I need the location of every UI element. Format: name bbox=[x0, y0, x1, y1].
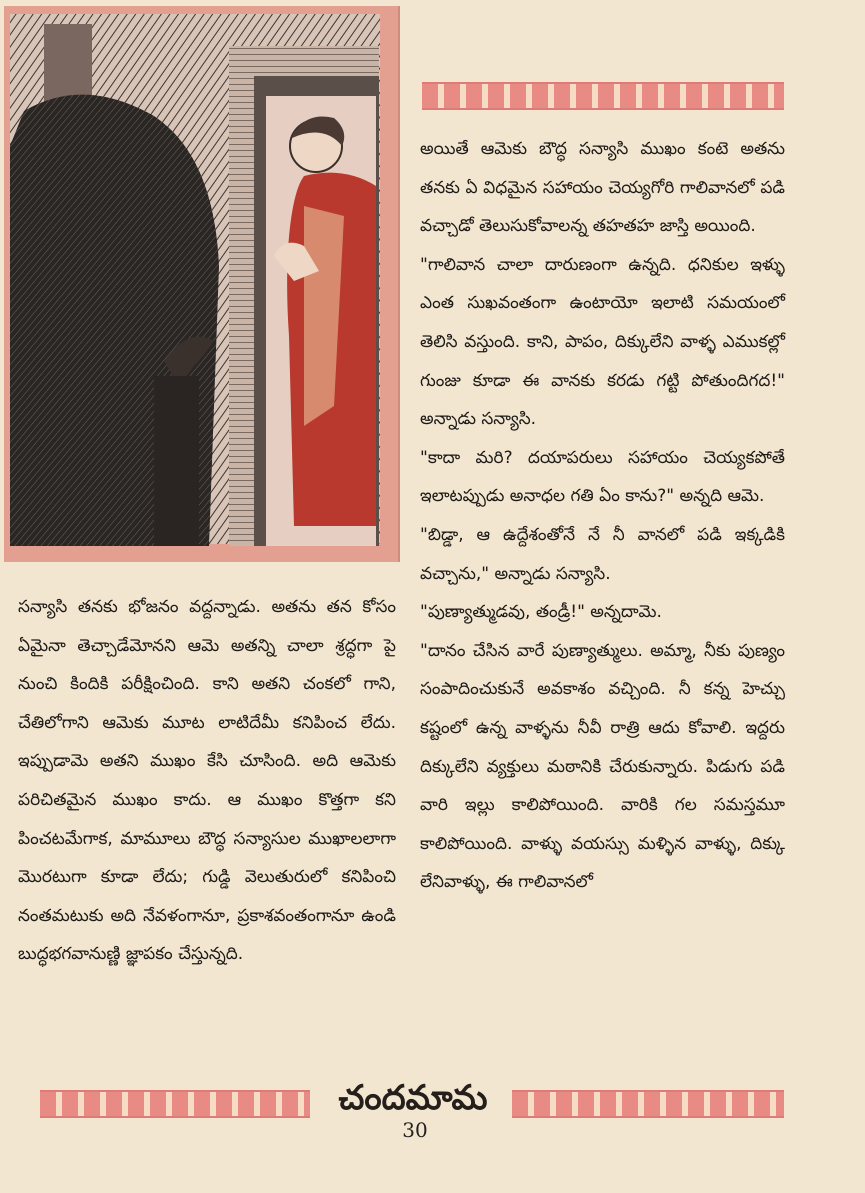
story-illustration bbox=[4, 6, 400, 562]
decorative-border-footer-left bbox=[40, 1090, 310, 1118]
paragraph: అయితే ఆమెకు బౌద్ధ సన్యాసి ముఖం కంటె అతను తనకు ఏ విధమైన సహాయం చెయ్యగోరి గాలివానలో పడి వచ్చాడో తెలుసుకోవాలన్న తహతహ జాస్తి అయింది. bbox=[420, 139, 785, 237]
decorative-border-footer-right bbox=[512, 1090, 784, 1118]
decorative-border-top bbox=[422, 82, 784, 110]
paragraph: "పుణ్యాత్ముడవు, తండ్రీ!" అన్నదామె. bbox=[420, 602, 662, 623]
page-number: 30 bbox=[402, 1118, 428, 1142]
paragraph: "బిడ్డా, ఆ ఉద్దేశంతోనే నే నీ వానలో పడి ఇక్కడికి వచ్చాను," అన్నాడు సన్యాసి. bbox=[420, 524, 785, 584]
paragraph: సన్యాసి తనకు భోజనం వద్దన్నాడు. అతను తన కోసం ఏమైనా తెచ్చాడేమోనని ఆమె అతన్ని చాలా శ్రద్ధగా పై నుంచి కిందికి పరీక్షించింది. కాని అతని చంకలో గాని, చేతిలోగాని ఆమెకు మూట లాటిదేమీ కనిపించ లేదు. ఇప్పుడామె అతని ముఖం కేసి చూసింది. అది ఆమెకు పరిచితమైన ముఖం కాదు. ఆ ముఖం కొత్తగా కని పించటమేగాక, మామూలు బౌద్ధ సన్యాసుల ముఖాలలాగా మొరటుగా కూడా లేదు; గుడ్డి వెలుతురులో కనిపించి నంతమటుకు అది నేవళంగానూ, ప్రకాశవంతంగానూ ఉండి బుద్ధభగవానుణ్ణి జ్ఞాపకం చేస్తున్నది. bbox=[18, 597, 396, 965]
magazine-title: చందమామ bbox=[338, 1078, 488, 1118]
left-text-column bbox=[18, 588, 396, 974]
right-text-column bbox=[420, 130, 785, 902]
paragraph: "గాలివాన చాలా దారుణంగా ఉన్నది. ధనికుల ఇళ్ళు ఎంత సుఖవంతంగా ఉంటాయో ఇలాటి సమయంలో తెలిసి వస్తుంది. కాని, పాపం, దిక్కులేని వాళ్ళ ఎముకల్లో గుంజు కూడా ఈ వానకు కరడు గట్టి పోతుందిగద!" అన్నాడు సన్యాసి. bbox=[420, 254, 785, 430]
paragraph: "కాదా మరి? దయాపరులు సహాయం చెయ్యకపోతే ఇలాటప్పుడు అనాధల గతి ఏం కాను?" అన్నది ఆమె. bbox=[420, 447, 785, 507]
paragraph: "దానం చేసిన వారే పుణ్యాత్ములు. అమ్మా, నీకు పుణ్యం సంపాదించుకునే అవకాశం వచ్చింది. నీ కన్న హెచ్చు కష్టంలో ఉన్న వాళ్ళను నీవీ రాత్రి ఆదు కోవాలి. ఇద్దరు దిక్కులేని వ్యక్తులు మఠానికి చేరుకున్నారు. పిడుగు పడి వారి ఇల్లు కాలిపోయింది. వారికి గల సమస్తమూ కాలిపోయింది. వాళ్ళు వయస్సు మళ్ళిన వాళ్ళు, దిక్కు లేనివాళ్ళు, ఈ గాలివానలో bbox=[420, 640, 785, 893]
